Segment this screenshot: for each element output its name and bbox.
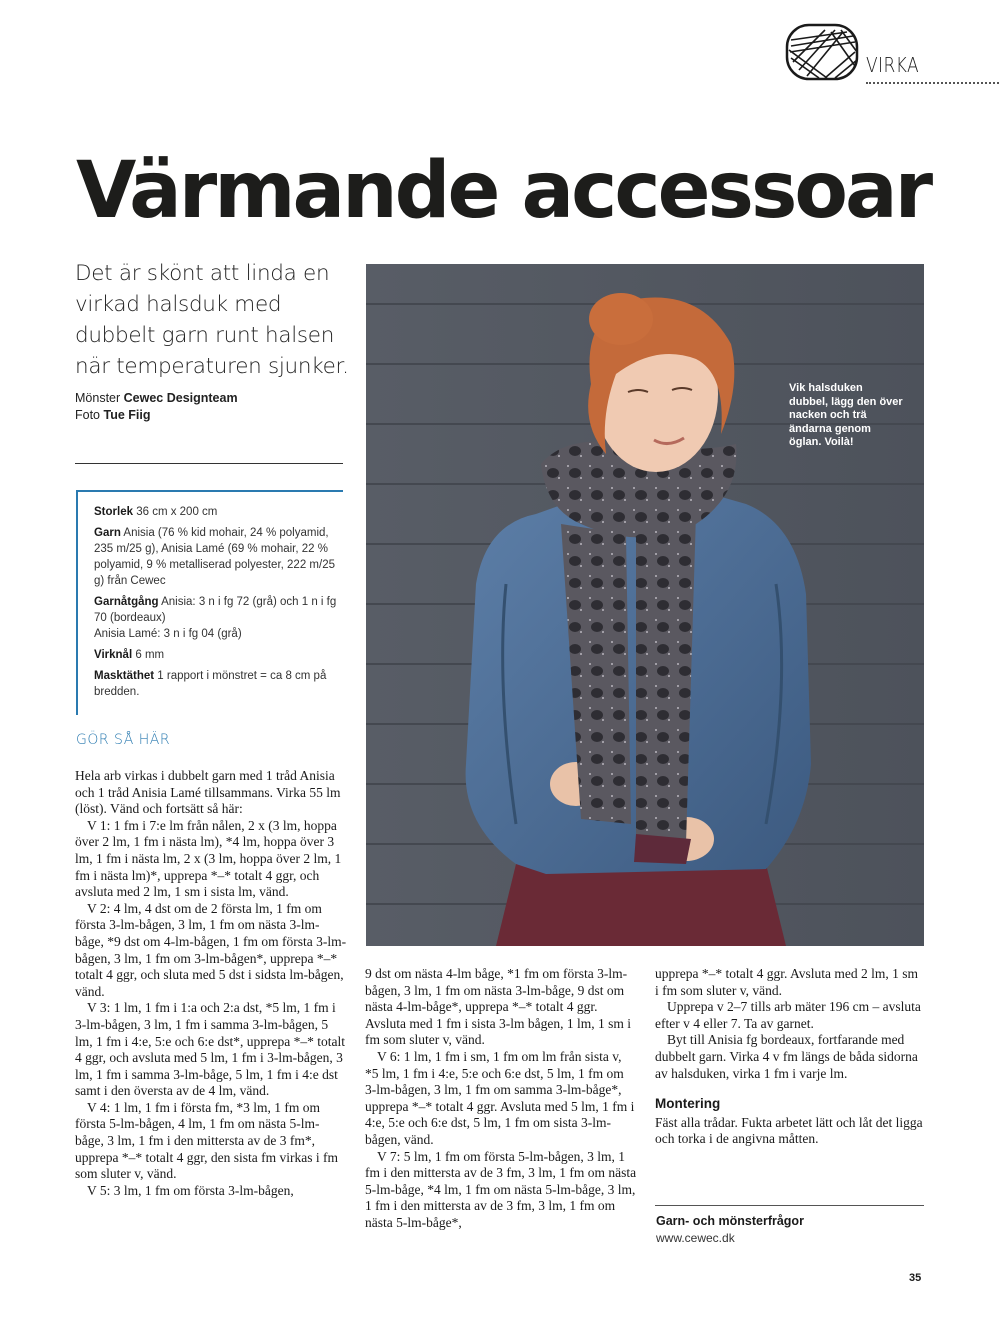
instruction-intro: Hela arb virkas i dubbelt garn med 1 tråd Anisia och 1 tråd Anisia Lamé tillsammans. Virka 55 lm (löst). Vänd och fortsätt så här: (75, 768, 341, 817)
spec-yarn-amount (94, 594, 343, 642)
instruction-row-4: V 4: 1 lm, 1 fm i första fm, *3 lm, 1 fm om första 5-lm-bågen, 4 lm, 1 fm om nästa 5-lm-båge, 3 lm, 1 fm i den mittersta av de 3 fm*, upprepa *–* totalt 4 ggr, den sista fm virkas i fm som sluter v, vänd. (75, 1099, 339, 1182)
page-number: 35 (909, 1272, 922, 1284)
photo-credit (75, 407, 355, 424)
assembly-heading: Montering (655, 1096, 721, 1112)
instruction-row-5-end: 9 dst om nästa 4-lm båge, *1 fm om första 3-lm-bågen, 3 lm, 1 fm om nästa 3-lm-båge, 9 dst om nästa 4-lm-båge*, upprepa *–* totalt 4 ggr. Avsluta med 1 fm i sista 3-lm bågen, 1 lm, 1 sm i fm som sluter v, vänd. (365, 966, 631, 1048)
spec-gauge-label: Masktäthet (94, 670, 155, 682)
photo-caption: Vik halsduken dubbel, lägg den över nacken och trä ändarna genom öglan. Voilà! (789, 382, 903, 448)
instructions-column-3 (655, 966, 925, 1148)
divider (75, 463, 343, 464)
instructions-column-2 (365, 966, 637, 1232)
instruction-repeat: Upprepa v 2–7 tills arb mäter 196 cm – avsluta efter v 4 eller 7. Ta av garnet. (655, 999, 921, 1031)
pattern-credit (75, 390, 355, 407)
spec-yarn (94, 525, 343, 589)
spec-gauge-value: 1 rapport i mönstret = ca 8 cm på bredden. (94, 670, 327, 698)
spec-hook (94, 647, 343, 663)
instruction-row-7-end: upprepa *–* totalt 4 ggr. Avsluta med 2 lm, 1 sm i fm som sluter v, vänd. (655, 966, 918, 998)
spec-yarn-amount-label: Garnåtgång (94, 596, 159, 608)
page-title: Värmande accessoar (76, 146, 931, 236)
credits (75, 390, 355, 424)
spec-yarn-value: Anisia (76 % kid mohair, 24 % polyamid, 235 m/25 g), Anisia Lamé (69 % mohair, 22 % polyamid, 9 % metalliserad polyester, 222 m/25 g) från Cewec (94, 527, 335, 587)
instruction-row-1: V 1: 1 fm i 7:e lm från nålen, 2 x (3 lm, hoppa över 2 lm, 1 fm i nästa lm), *4 lm, hoppa över 3 lm, 1 fm i nästa lm, 2 x (3 lm, hoppa över 2 lm, 1 fm i nästa lm)*, upprepa *–* totalt 4 ggr, och avsluta med 2 lm, 1 sm i sista lm, vänd. (75, 817, 342, 900)
spec-size-label: Storlek (94, 506, 133, 518)
header-divider (866, 82, 999, 84)
pattern-credit-value: Cewec Designteam (123, 391, 238, 405)
specs-box (76, 490, 343, 715)
howto-heading: GÖR SÅ HÄR (76, 732, 171, 748)
instruction-edge: Byt till Anisia fg bordeaux, fortfarande med dubbelt garn. Virka 4 v fm längs de båda sidorna av halsduken, virka 1 fm i varje lm. (655, 1032, 918, 1081)
instruction-row-7-start: V 7: 5 lm, 1 fm om första 5-lm-bågen, 3 lm, 1 fm i den mittersta av de 3 fm, 3 lm, 1 fm om nästa 5-lm-båge, *4 lm, 1 fm om nästa 5-lm-båge, 3 lm, 1 fm i den mittersta av de 3 fm, 3 lm, 1 fm om nästa 5-lm-båge*, (365, 1148, 637, 1230)
instructions-column-1 (75, 768, 347, 1199)
spec-yarn-amount-value-2: Anisia Lamé: 3 n i fg 04 (grå) (94, 628, 242, 640)
assembly-text: Fäst alla trådar. Fukta arbetet lätt och låt det ligga och torka i de angivna måtten. (655, 1114, 923, 1147)
instruction-row-2: V 2: 4 lm, 4 dst om de 2 första lm, 1 fm om första 3-lm-bågen, 3 lm, 1 fm om nästa 3-lm-båge, *9 dst om 4-lm-bågen, 1 fm om första 3-lm-bågen, 3 lm, 1 fm om 3-lm-bågen*, upprepa *–* totalt 4 ggr, och sluta med 5 dst i sidsta lm-bågen, vänd. (75, 900, 347, 999)
spec-size-value: 36 cm x 200 cm (136, 506, 218, 518)
yarn-ball-icon (785, 22, 861, 82)
contact-url[interactable]: www.cewec.dk (656, 1231, 735, 1245)
spec-hook-value: 6 mm (135, 649, 165, 661)
spec-gauge (94, 668, 343, 700)
photo-credit-label: Foto (75, 408, 101, 422)
photo-credit-value: Tue Fiig (103, 408, 151, 422)
spec-yarn-amount-value: Anisia: 3 n i fg 72 (grå) och 1 n i fg 70 (bordeaux) (94, 596, 337, 624)
contact-heading: Garn- och mönsterfrågor (656, 1214, 804, 1228)
spec-hook-label: Virknål (94, 649, 133, 661)
section-label: VIRKA (866, 53, 920, 77)
intro-text: Det är skönt att linda en virkad halsduk med dubbelt garn runt halsen när temperaturen sjunker. (75, 261, 349, 379)
instruction-row-5-start: V 5: 3 lm, 1 fm om första 3-lm-bågen, (87, 1182, 294, 1198)
spec-size (94, 504, 343, 520)
instruction-row-6: V 6: 1 lm, 1 fm i sm, 1 fm om lm från sista v, *5 lm, 1 fm i 4:e, 5:e och 6:e dst, 5 lm, 1 fm om 3-lm-bågen, 3 lm, 1 fm om samma 3-lm-båge*, upprepa *–* totalt 4 ggr. Avsluta med 5 lm, 1 fm i 4:e, 5:e och 6:e dst, 5 lm, 1 fm om sista 3-lm-bågen, vänd. (365, 1048, 635, 1147)
contact-divider (655, 1205, 924, 1206)
instruction-row-3: V 3: 1 lm, 1 fm i 1:a och 2:a dst, *5 lm, 1 fm i 3-lm-bågen, 3 lm, 1 fm i samma 3-lm-bågen, 5 lm, 1 fm i 4:e, 5:e och 6:e dst*, upprepa *–* totalt 4 ggr, och avsluta med 5 lm, 1 fm i 3-lm-bågen, 3 lm, 1 fm i samma 3-lm-båge, 5 lm, 1 fm i 4:e dst samt i den översta av de 4 lm, vänd. (75, 1000, 345, 1099)
scarf-photo (366, 264, 924, 946)
spec-yarn-label: Garn (94, 527, 121, 539)
pattern-credit-label: Mönster (75, 391, 121, 405)
